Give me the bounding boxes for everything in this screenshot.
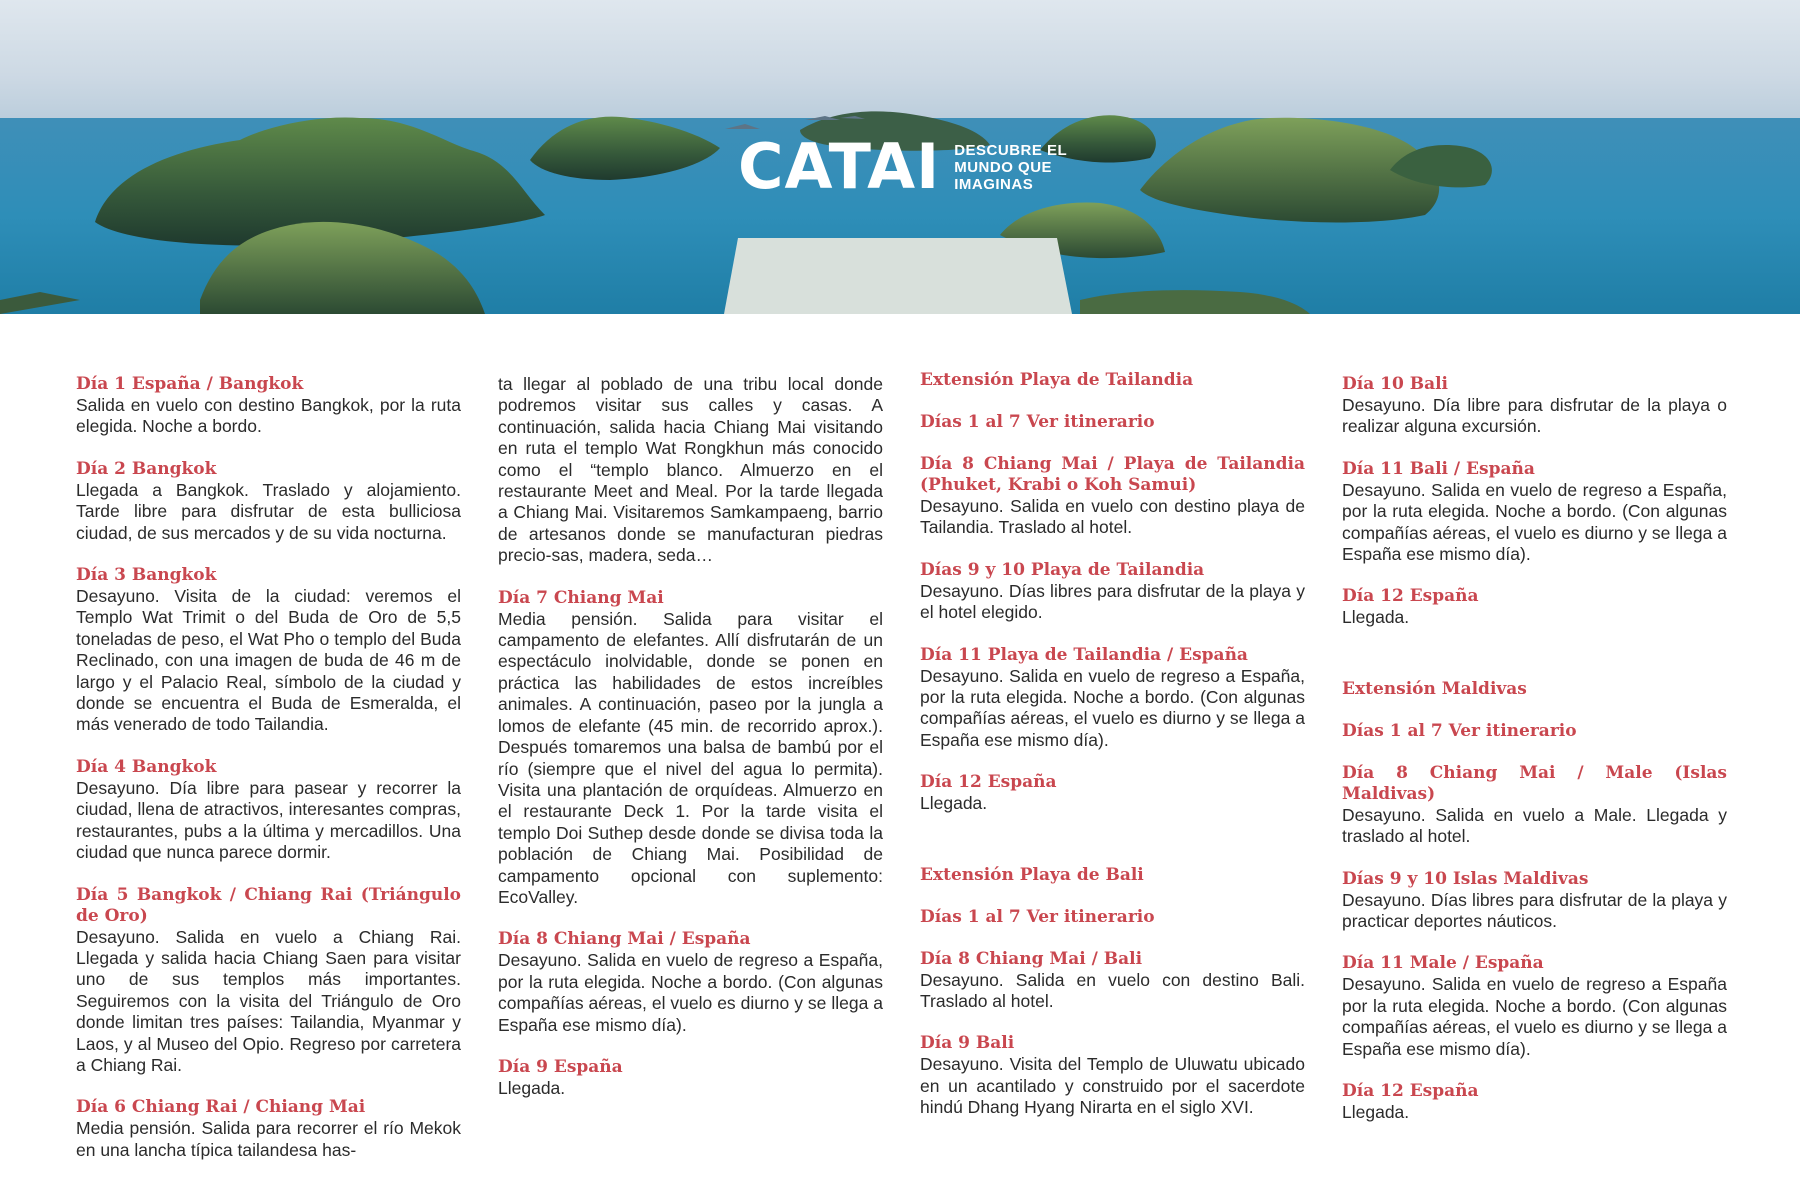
itinerary-day xyxy=(920,1033,1305,1118)
extension-heading xyxy=(920,865,1305,886)
day-description: Media pensión. Salida para recorrer el río Mekok en una lancha típica tailandesa has- xyxy=(76,1118,461,1160)
day-title: Día 1 España / Bangkok xyxy=(76,374,304,394)
day-title: Día 8 Chiang Mai / Playa de Tailandia (Phuket, Krabi o Koh Samui) xyxy=(920,454,1305,495)
itinerary-column-1 xyxy=(76,374,461,1182)
extension-heading xyxy=(920,370,1305,391)
itinerary-day xyxy=(920,949,1305,1013)
day-description: Salida en vuelo con destino Bangkok, por la ruta elegida. Noche a bordo. xyxy=(76,395,461,437)
day-description: Desayuno. Salida en vuelo con destino playa de Tailandia. Traslado al hotel. xyxy=(920,496,1305,538)
hero-banner xyxy=(0,0,1800,314)
day-description: Llegada. xyxy=(1342,607,1410,628)
day-description: Desayuno. Días libres para disfrutar de la playa y el hotel elegido. xyxy=(920,580,1305,623)
day-title: Día 6 Chiang Rai / Chiang Mai xyxy=(76,1097,366,1118)
extension-title: Extensión Playa de Bali xyxy=(920,864,1144,885)
itinerary-day xyxy=(76,757,461,864)
day-title: Día 8 Chiang Mai / Bali xyxy=(920,948,1143,969)
day-description: Llegada. xyxy=(1342,1102,1410,1123)
itinerary-day xyxy=(1342,763,1727,848)
itinerary-column-3 xyxy=(920,370,1305,1140)
itinerary-day xyxy=(1342,586,1727,628)
day-description: Llegada. xyxy=(920,793,988,814)
brand-tagline-line: MUNDO QUE xyxy=(954,158,1053,176)
day-title: Días 1 al 7 Ver itinerario xyxy=(920,906,1155,927)
day-description: Media pensión. Salida para visitar el campamento de elefantes. Allí disfrutarán de un espectáculo inolvidable, donde se ponen en práctica las habilidades de estos increíbles animales. A continuación, paseo por la jungla a lomos de elefante (45 min. de recorrido aprox.). Después tomaremos una balsa de bambú por el río (siempre que el nivel del agua lo permita). Visita una plantación de orquídeas. Almuerzo en el restaurante Deck 1. Por la tarde visita el templo Doi Suthep desde donde se divisa toda la población de Chiang Mai. Posibilidad de campamento opcional con suplemento: EcoValley. xyxy=(498,608,883,907)
itinerary-day xyxy=(920,560,1305,624)
day-title: Día 4 Bangkok xyxy=(76,756,217,777)
itinerary-day-continued xyxy=(498,374,883,567)
day-title: Días 9 y 10 Islas Maldivas xyxy=(1342,868,1589,889)
day-description: Desayuno. Salida en vuelo de regreso a España, por la ruta elegida. Noche a bordo. (Con algunas compañías aéreas, el vuelo es diurno y se llega a España ese mismo día). xyxy=(1342,479,1727,565)
itinerary-day xyxy=(76,459,461,544)
itinerary-columns xyxy=(76,370,1727,1174)
itinerary-day xyxy=(1342,1081,1727,1123)
day-title: Día 11 Playa de Tailandia / España xyxy=(920,644,1248,665)
brand-tagline-line: DESCUBRE EL xyxy=(954,141,1068,159)
itinerary-day xyxy=(1342,459,1727,566)
day-description: Desayuno. Salida en vuelo de regreso a España por la ruta elegida. Noche a bordo. (Con algunas compañías aéreas, el vuelo es diurno y se llega a España ese mismo día). xyxy=(1342,974,1727,1059)
day-title: Día 8 Chiang Mai / España xyxy=(498,929,751,950)
day-description: Desayuno. Salida en vuelo a Male. Llegada y traslado al hotel. xyxy=(1342,804,1727,847)
itinerary-day xyxy=(920,907,1305,928)
itinerary-day xyxy=(920,454,1305,539)
day-description: Llegada a Bangkok. Traslado y alojamiento. Tarde libre para disfrutar de esta bulliciosa ciudad, de sus mercados y de su vida nocturna. xyxy=(76,479,461,543)
day-description: Desayuno. Salida en vuelo a Chiang Rai. Llegada y salida hacia Chiang Saen para visitar uno de sus templos más importantes. Seguiremos con la visita del Triángulo de Oro donde limitan tres países: Tailandia, Myanmar y Laos, y al Museo del Opio. Regreso por carretera a Chiang Rai. xyxy=(76,926,461,1075)
itinerary-day xyxy=(920,412,1305,433)
day-title: Día 7 Chiang Mai xyxy=(498,587,664,608)
extension-title: Extensión Maldivas xyxy=(1342,678,1527,699)
itinerary-column-4 xyxy=(1342,374,1727,1145)
day-description: Desayuno. Día libre para pasear y recorrer la ciudad, llena de atractivos, interesantes compras, restaurantes, pubs a la última y mercadillos. Una ciudad que nunca parece dormir. xyxy=(76,777,461,863)
day-title: Día 12 España xyxy=(1342,1081,1479,1102)
day-title: Día 12 España xyxy=(1342,586,1479,607)
itinerary-day xyxy=(920,772,1305,814)
day-title: Día 3 Bangkok xyxy=(76,565,217,586)
day-title: Día 5 Bangkok / Chiang Rai (Triángulo de Oro) xyxy=(76,884,461,926)
extension-heading xyxy=(1342,679,1727,700)
itinerary-day xyxy=(1342,953,1727,1060)
day-title: Días 9 y 10 Playa de Tailandia xyxy=(920,559,1205,580)
day-title: Día 2 Bangkok xyxy=(76,458,217,479)
itinerary-day xyxy=(76,565,461,736)
itinerary-day xyxy=(76,374,461,438)
itinerary-column-2 xyxy=(498,374,883,1120)
day-title: Día 11 Bali / España xyxy=(1342,458,1535,479)
itinerary-day xyxy=(1342,374,1727,438)
itinerary-day xyxy=(498,588,883,909)
itinerary-day xyxy=(76,885,461,1077)
itinerary-day xyxy=(920,645,1305,752)
day-description: Desayuno. Día libre para disfrutar de la playa o realizar alguna excursión. xyxy=(1342,395,1727,437)
day-description: Desayuno. Salida en vuelo con destino Bali. Traslado al hotel. xyxy=(920,969,1305,1012)
itinerary-day xyxy=(1342,869,1727,933)
extension-title: Extensión Playa de Tailandia xyxy=(920,370,1194,390)
day-title: Día 9 España xyxy=(498,1056,623,1077)
day-title: Días 1 al 7 Ver itinerario xyxy=(920,412,1155,432)
brand-tagline xyxy=(954,142,1067,193)
day-description: Desayuno. Días libres para disfrutar de la playa y practicar deportes náuticos. xyxy=(1342,889,1727,932)
day-title: Día 12 España xyxy=(920,772,1057,793)
day-title: Día 8 Chiang Mai / Male (Islas Maldivas) xyxy=(1342,762,1727,804)
itinerary-day xyxy=(498,929,883,1036)
day-description: Desayuno. Visita de la ciudad: veremos el Templo Wat Trimit o del Buda de Oro de 5,5 toneladas de peso, el Wat Pho o templo del Buda Reclinado, con una imagen de buda de 46 m de largo y el Palacio Real, símbolo de la ciudad y donde se encuentra el Buda de Esmeralda, el más venerado de todo Tailandia. xyxy=(76,586,461,735)
day-title: Día 9 Bali xyxy=(920,1033,1015,1054)
day-title: Días 1 al 7 Ver itinerario xyxy=(1342,720,1577,741)
brand-tagline-line: IMAGINAS xyxy=(954,175,1034,193)
day-description: ta llegar al poblado de una tribu local donde podremos visitar sus calles y casas. A continuación, salida hacia Chiang Mai visitando en ruta el templo Wat Rongkhun más conocido como el “templo blanco. Almuerzo en el restaurante Meet and Meal. Por la tarde llegada a Chiang Mai. Visitaremos Samkampaeng, barrio de artesanos donde se manufacturan piedras precio-sas, madera, seda… xyxy=(498,374,883,566)
itinerary-day xyxy=(1342,721,1727,742)
itinerary-day xyxy=(76,1097,461,1161)
day-description: Desayuno. Salida en vuelo de regreso a España, por la ruta elegida. Noche a bordo. (Con algunas compañías aéreas, el vuelo es diurno y se llega a España ese mismo día). xyxy=(920,665,1305,750)
brand-name: CATAI xyxy=(738,130,941,203)
day-description: Llegada. xyxy=(498,1077,566,1098)
itinerary-day xyxy=(498,1057,883,1099)
day-title: Día 10 Bali xyxy=(1342,374,1449,394)
day-title: Día 11 Male / España xyxy=(1342,953,1544,974)
brand-logo xyxy=(738,130,1068,203)
day-description: Desayuno. Salida en vuelo de regreso a España, por la ruta elegida. Noche a bordo. (Con algunas compañías aéreas, el vuelo es diurno y se llega a España ese mismo día). xyxy=(498,950,883,1035)
day-description: Desayuno. Visita del Templo de Uluwatu ubicado en un acantilado y construido por el sacerdote hindú Dhang Hyang Nirarta en el siglo XVI. xyxy=(920,1054,1305,1118)
